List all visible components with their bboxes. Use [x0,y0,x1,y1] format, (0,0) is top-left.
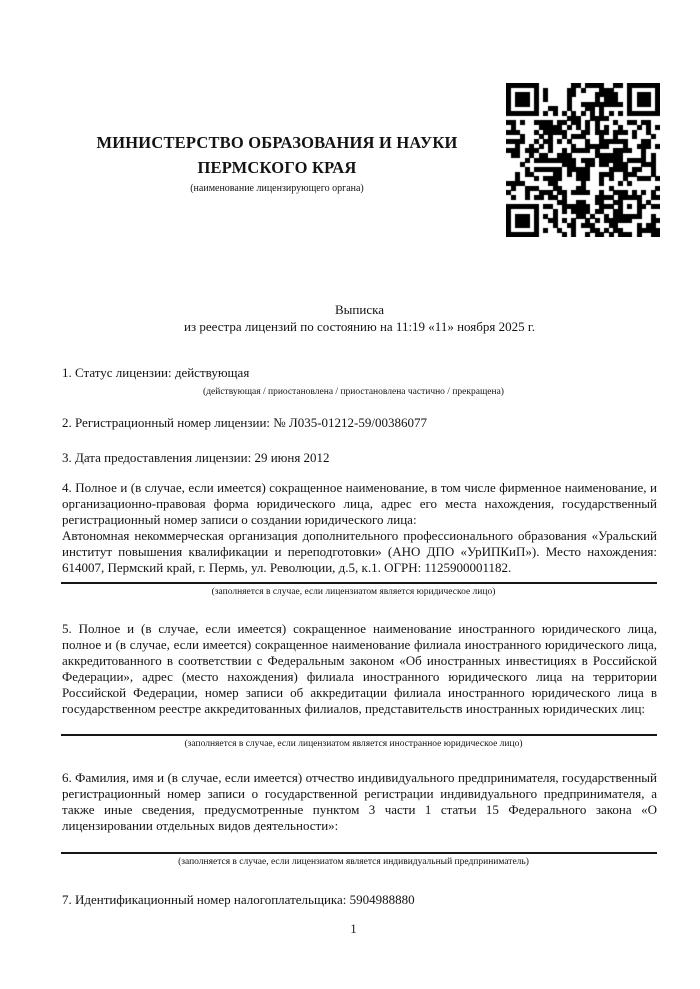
page-number: 1 [350,922,357,936]
item-individual-entrepreneur-label: 6. Фамилия, имя и (в случае, если имеется) отчество индивидуального предпринимателя, государственный регистрационный номер записи о государственной регистрации индивидуального предпринимателя, а также иные сведения, предусмотренные пунктом 3 части 1 статьи 15 Федерального закона «О лицензировании отдельных видов деятельности»: [62,770,657,833]
item-registration-number-text: 2. Регистрационный номер лицензии: № Л035-01212-59/00386077 [62,415,428,430]
item-registration-number [62,415,657,431]
item-legal-entity-caption: (заполняется в случае, если лицензиатом является юридическое лицо) [211,587,496,597]
ministry-name-line1: МИНИСТЕРСТВО ОБРАЗОВАНИЯ И НАУКИ [96,133,458,152]
item-license-status-caption: (действующая / приостановлена / приостановлена частично / прекращена) [203,387,504,397]
item-foreign-entity-label: 5. Полное и (в случае, если имеется) сокращенное наименование иностранного юридического лица, полное и (в случае, если имеется) сокращенное наименование филиала иностранного юридического лица, аккредитованного в соответствии с Федеральным законом «Об иностранных инвестициях в Российской Федерации», адрес (место нахождения) филиала иностранного юридического лица на территории Российской Федерации, номер записи об аккредитации филиала иностранного юридического лица в государственном реестре аккредитованных филиалов, представительств иностранных юридических лиц: [62,621,657,716]
qr-code [506,83,660,237]
document-title-line1: Выписка [335,302,384,317]
item-foreign-entity [62,621,657,750]
item-individual-entrepreneur-caption: (заполняется в случае, если лицензиатом является индивидуальный предприниматель) [178,857,529,867]
item-individual-entrepreneur-rule [61,852,657,854]
document-title [62,301,657,335]
licensing-authority-header [62,130,492,195]
item-license-date-text: 3. Дата предоставления лицензии: 29 июня 2012 [62,450,330,465]
item-legal-entity-rule [61,582,657,584]
document-title-line2: из реестра лицензий по состоянию на 11:19 «11» ноября 2025 г. [184,319,535,334]
item-taxpayer-id [62,892,657,908]
item-license-status [62,365,657,398]
licensing-authority-caption: (наименование лицензирующего органа) [190,183,364,194]
item-legal-entity-label: 4. Полное и (в случае, если имеется) сокращенное наименование, в том числе фирменное наименование, и организационно-правовая форма юридического лица, адрес его места нахождения, государственный регистрационный номер записи о создании юридического лица: [62,480,657,527]
item-license-date [62,450,657,466]
item-license-status-text: 1. Статус лицензии: действующая [62,365,250,380]
item-foreign-entity-rule [61,734,657,736]
item-legal-entity-value: Автономная некоммерческая организация дополнительного профессионального образования «Уральский институт повышения квалификации и переподготовки» (АНО ДПО «УрИПКиП»). Место нахождения: 614007, Пермский край, г. Пермь, ул. Революции, д.5, к.1. ОГРН: 1125900001182. [62,528,657,575]
ministry-name [62,130,492,180]
ministry-name-line2: ПЕРМСКОГО КРАЯ [197,158,357,177]
item-legal-entity [62,480,657,598]
item-individual-entrepreneur [62,770,657,868]
item-foreign-entity-caption: (заполняется в случае, если лицензиатом является иностранное юридическое лицо) [184,739,523,749]
item-taxpayer-id-text: 7. Идентификационный номер налогоплательщика: 5904988880 [62,892,415,907]
